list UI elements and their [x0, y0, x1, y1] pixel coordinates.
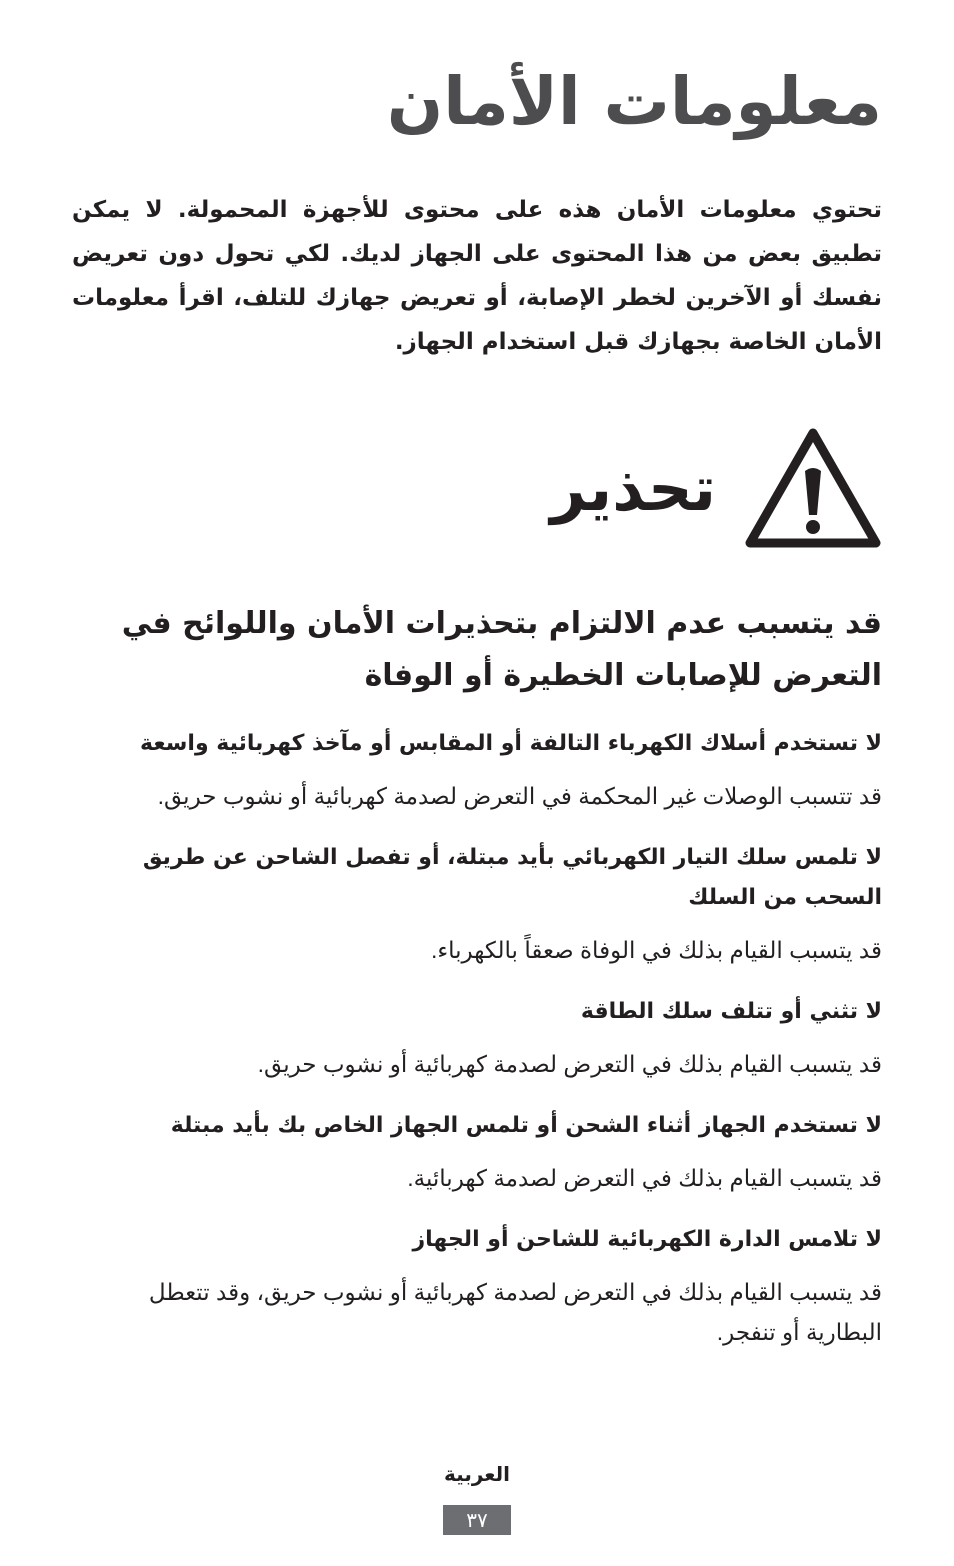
warning-lead: قد يتسبب عدم الالتزام بتحذيرات الأمان واللوائح في التعرض للإصابات الخطيرة أو الوفاة	[121, 606, 882, 693]
warning-label: تحذير	[550, 452, 716, 525]
warning-item-description: قد يتسبب القيام بذلك في التعرض لصدمة كهربائية أو نشوب حريق.	[257, 1051, 882, 1077]
warning-item-rule: لا تثني أو تتلف سلك الطاقة	[580, 999, 882, 1024]
warning-item	[72, 1106, 882, 1198]
warning-item-description: قد يتسبب القيام بذلك في الوفاة صعقاً بالكهرباء.	[430, 937, 882, 963]
warning-item	[72, 724, 882, 816]
warning-item-rule: لا تستخدم أسلاك الكهرباء التالفة أو المقابس أو مآخذ كهربائية واسعة	[140, 731, 882, 756]
warning-items-list	[72, 724, 882, 1374]
warning-item	[72, 838, 882, 970]
warning-item-rule: لا تلمس سلك التيار الكهربائي بأيد مبتلة، أو تفصل الشاحن عن طريق السحب من السلك	[142, 845, 882, 910]
page-number: ٣٧	[443, 1505, 511, 1535]
warning-triangle-icon	[744, 427, 882, 551]
intro-paragraph: تحتوي معلومات الأمان هذه على محتوى للأجهزة المحمولة. لا يمكن تطبيق بعض من هذا المحتوى على الجهاز لديك. لكي تحول دون تعريض نفسك أو الآخرين لخطر الإصابة، أو تعريض جهازك للتلف، اقرأ معلومات الأمان الخاصة بجهازك قبل استخدام الجهاز.	[72, 197, 882, 355]
warning-item	[72, 992, 882, 1084]
page-title: معلومات الأمان	[386, 63, 882, 140]
warning-item-rule: لا تستخدم الجهاز أثناء الشحن أو تلمس الجهاز الخاص بك بأيد مبتلة	[170, 1113, 882, 1138]
warning-heading	[462, 424, 882, 554]
warning-item-description: قد تتسبب الوصلات غير المحكمة في التعرض لصدمة كهربائية أو نشوب حريق.	[157, 783, 882, 809]
warning-item	[72, 1220, 882, 1352]
warning-item-description: قد يتسبب القيام بذلك في التعرض لصدمة كهربائية أو نشوب حريق، وقد تتعطل البطارية أو تنفجر.	[148, 1279, 882, 1345]
warning-item-rule: لا تلامس الدارة الكهربائية للشاحن أو الجهاز	[412, 1227, 882, 1252]
footer-language: العربية	[444, 1462, 510, 1486]
warning-item-description: قد يتسبب القيام بذلك في التعرض لصدمة كهربائية.	[407, 1165, 882, 1191]
